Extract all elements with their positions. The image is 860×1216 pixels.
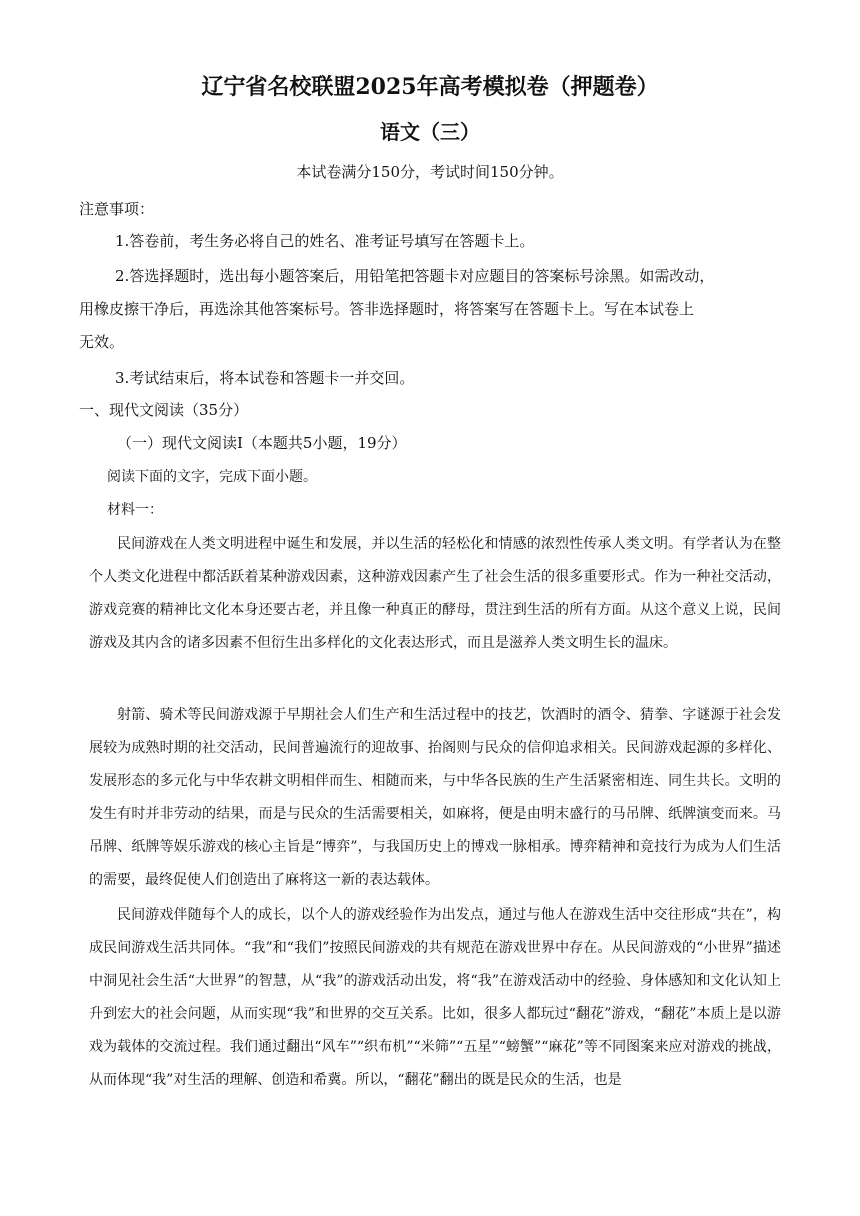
note-item: 无效。 [79,333,125,351]
reading-instruction: 阅读下面的文字，完成下面小题。 [107,469,317,485]
exam-info: 本试卷满分150分，考试时间150分钟。 [296,163,564,181]
paragraph: 民间游戏伴随每个人的成长，以个人的游戏经验作为出发点，通过与他人在游戏生活中交往形成“共在”，构成民间游戏生活共同体。“我”和“我们”按照民间游戏的共有规范在游戏世界中存在。从民间游戏的“小世界”描述中洞见社会生活“大世界”的智慧，从“我”的游戏活动出发，将“我”在游戏活动中的经验、身体感知和文化认知上升到宏大的社会问题，从而实现“我”和世界的交互关系。比如，很多人都玩过“翻花”游戏，“翻花”本质上是以游戏为载体的交流过程。我们通过翻出“风车”“织布机”“米筛”“五星”“螃蟹”“麻花”等不同图案来应对游戏的挑战，从而体现“我”对生活的理解、创造和希冀。所以，“翻花”翻出的既是民众的生活，也是 [89,907,781,1088]
exam-subtitle: 语文（三） [380,120,480,144]
section-subheading: （一）现代文阅读Ⅰ（本题共5小题，19分） [117,434,407,452]
exam-title: 辽宁省名校联盟2025年高考模拟卷（押题卷） [201,74,659,100]
section-heading: 一、现代文阅读（35分） [79,401,249,419]
note-item: 用橡皮擦干净后，再选涂其他答案标号。答非选择题时，将答案写在答题卡上。写在本试卷上 [79,300,695,318]
paragraph: 民间游戏在人类文明进程中诞生和发展，并以生活的轻松化和情感的浓烈性传承人类文明。有学者认为在整个人类文化进程中都活跃着某种游戏因素，这种游戏因素产生了社会生活的很多重要形式。作为一种社交活动，游戏竞赛的精神比文化本身还要古老，并且像一种真正的酵母，贯注到生活的所有方面。从这个意义上说，民间游戏及其内含的诸多因素不但衍生出多样化的文化表达形式，而且是滋养人类文明生长的温床。 [89,536,781,651]
note-item: 2.答选择题时，选出每小题答案后，用铅笔把答题卡对应题目的答案标号涂黑。如需改动， [115,267,715,285]
paragraph: 射箭、骑术等民间游戏源于早期社会人们生产和生活过程中的技艺，饮酒时的酒令、猜拳、字谜源于社会发展较为成熟时期的社交活动，民间普遍流行的迎故事、抬阁则与民众的信仰追求相关。民间游戏起源的多样化、发展形态的多元化与中华农耕文明相伴而生、相随而来，与中华各民族的生产生活紧密相连、同生共长。文明的发生有时并非劳动的结果，而是与民众的生活需要相关，如麻将，便是由明末盛行的马吊牌、纸牌演变而来。马吊牌、纸牌等娱乐游戏的核心主旨是“博弈”，与我国历史上的博戏一脉相承。博弈精神和竞技行为成为人们生活的需要，最终促使人们创造出了麻将这一新的表达载体。 [89,707,781,888]
note-item: 3.考试结束后，将本试卷和答题卡一并交回。 [115,369,415,387]
notes-heading: 注意事项： [79,200,155,218]
note-item: 1.答卷前，考生务必将自己的姓名、准考证号填写在答题卡上。 [115,232,535,250]
material-label: 材料一： [107,502,163,518]
